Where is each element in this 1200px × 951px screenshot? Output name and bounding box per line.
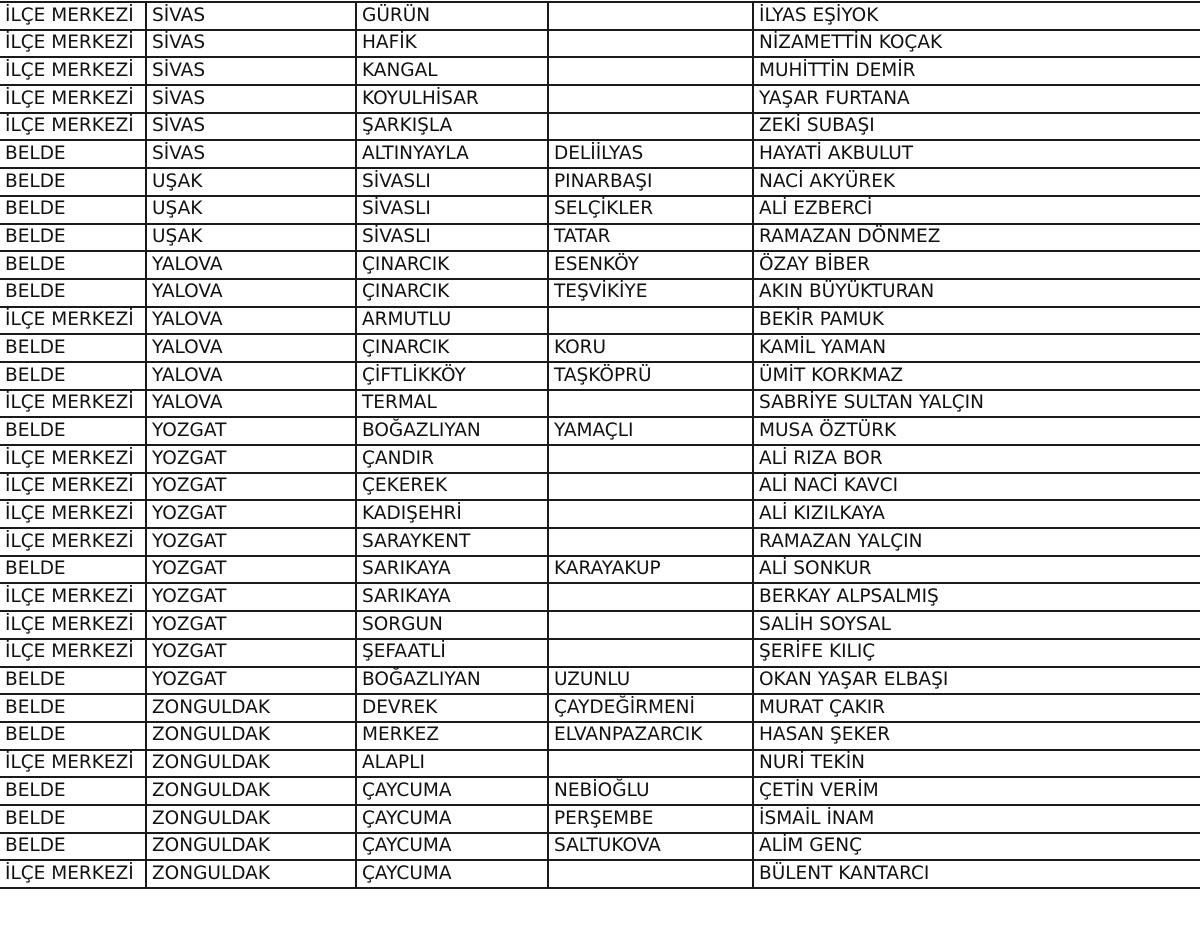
district-cell[interactable]: SİVASLI	[356, 168, 548, 196]
table-body	[0, 2, 1200, 888]
province-cell[interactable]: SİVAS	[146, 140, 356, 168]
type-cell[interactable]: İLÇE MERKEZİ	[0, 390, 146, 418]
name-cell[interactable]: KAMİL YAMAN	[753, 334, 1200, 362]
table-row	[0, 805, 1200, 833]
name-cell[interactable]: BERKAY ALPSALMIŞ	[753, 583, 1200, 611]
table-row	[0, 528, 1200, 556]
type-cell[interactable]: BELDE	[0, 417, 146, 445]
type-cell[interactable]: İLÇE MERKEZİ	[0, 611, 146, 639]
town-cell[interactable]	[548, 473, 753, 501]
province-cell[interactable]: SİVAS	[146, 57, 356, 85]
table-row	[0, 2, 1200, 30]
name-cell[interactable]: ALİ RIZA BOR	[753, 445, 1200, 473]
province-cell[interactable]: YOZGAT	[146, 445, 356, 473]
town-cell[interactable]: PINARBAŞI	[548, 168, 753, 196]
table-row	[0, 500, 1200, 528]
province-cell[interactable]: ZONGULDAK	[146, 694, 356, 722]
name-cell[interactable]: ALİM GENÇ	[753, 833, 1200, 861]
name-cell[interactable]: ALİ SONKUR	[753, 556, 1200, 584]
name-cell[interactable]: MUSA ÖZTÜRK	[753, 417, 1200, 445]
name-cell[interactable]: İSMAİL İNAM	[753, 805, 1200, 833]
province-cell[interactable]: ZONGULDAK	[146, 833, 356, 861]
district-cell[interactable]: KADIŞEHRİ	[356, 500, 548, 528]
table-row	[0, 224, 1200, 252]
type-cell[interactable]: BELDE	[0, 556, 146, 584]
district-cell[interactable]: ÇINARCIK	[356, 334, 548, 362]
type-cell[interactable]: BELDE	[0, 140, 146, 168]
district-cell[interactable]: ALAPLI	[356, 750, 548, 778]
province-cell[interactable]: UŞAK	[146, 196, 356, 224]
town-cell[interactable]	[548, 500, 753, 528]
province-cell[interactable]: YALOVA	[146, 362, 356, 390]
district-cell[interactable]: DEVREK	[356, 694, 548, 722]
town-cell[interactable]: UZUNLU	[548, 667, 753, 695]
district-cell[interactable]: HAFİK	[356, 30, 548, 58]
name-cell[interactable]: BÜLENT KANTARCI	[753, 860, 1200, 888]
type-cell[interactable]: BELDE	[0, 694, 146, 722]
province-cell[interactable]: SİVAS	[146, 113, 356, 141]
type-cell[interactable]: BELDE	[0, 334, 146, 362]
district-cell[interactable]: ÇINARCIK	[356, 251, 548, 279]
town-cell[interactable]	[548, 611, 753, 639]
type-cell[interactable]: BELDE	[0, 224, 146, 252]
table-row	[0, 390, 1200, 418]
type-cell[interactable]: İLÇE MERKEZİ	[0, 528, 146, 556]
district-cell[interactable]: ÇINARCIK	[356, 279, 548, 307]
name-cell[interactable]: ÖZAY BİBER	[753, 251, 1200, 279]
table-row	[0, 279, 1200, 307]
type-cell[interactable]: İLÇE MERKEZİ	[0, 473, 146, 501]
name-cell[interactable]: RAMAZAN DÖNMEZ	[753, 224, 1200, 252]
name-cell[interactable]: ÇETİN VERİM	[753, 777, 1200, 805]
name-cell[interactable]: RAMAZAN YALÇIN	[753, 528, 1200, 556]
type-cell[interactable]: BELDE	[0, 777, 146, 805]
province-cell[interactable]: ZONGULDAK	[146, 777, 356, 805]
province-cell[interactable]: YOZGAT	[146, 667, 356, 695]
district-cell[interactable]: SİVASLI	[356, 224, 548, 252]
type-cell[interactable]: BELDE	[0, 805, 146, 833]
type-cell[interactable]: İLÇE MERKEZİ	[0, 307, 146, 335]
town-cell[interactable]: ÇAYDEĞİRMENİ	[548, 694, 753, 722]
province-cell[interactable]: SİVAS	[146, 2, 356, 30]
table-row	[0, 473, 1200, 501]
name-cell[interactable]: ALİ EZBERCİ	[753, 196, 1200, 224]
table-row	[0, 140, 1200, 168]
district-cell[interactable]: ÇAYCUMA	[356, 805, 548, 833]
province-cell[interactable]: YALOVA	[146, 334, 356, 362]
town-cell[interactable]	[548, 30, 753, 58]
province-cell[interactable]: YALOVA	[146, 307, 356, 335]
name-cell[interactable]: SALİH SOYSAL	[753, 611, 1200, 639]
type-cell[interactable]: BELDE	[0, 168, 146, 196]
name-cell[interactable]: MUHİTTİN DEMİR	[753, 57, 1200, 85]
province-cell[interactable]: YOZGAT	[146, 639, 356, 667]
town-cell[interactable]: KORU	[548, 334, 753, 362]
type-cell[interactable]: İLÇE MERKEZİ	[0, 2, 146, 30]
district-cell[interactable]: SARAYKENT	[356, 528, 548, 556]
table-row	[0, 722, 1200, 750]
town-cell[interactable]: PERŞEMBE	[548, 805, 753, 833]
province-cell[interactable]: SİVAS	[146, 30, 356, 58]
province-cell[interactable]: ZONGULDAK	[146, 860, 356, 888]
district-cell[interactable]: GÜRÜN	[356, 2, 548, 30]
type-cell[interactable]: BELDE	[0, 667, 146, 695]
town-cell[interactable]	[548, 583, 753, 611]
province-cell[interactable]: YOZGAT	[146, 611, 356, 639]
table-row	[0, 30, 1200, 58]
type-cell[interactable]: İLÇE MERKEZİ	[0, 57, 146, 85]
district-cell[interactable]: ÇAYCUMA	[356, 833, 548, 861]
town-cell[interactable]: TEŞVİKİYE	[548, 279, 753, 307]
name-cell[interactable]: AKIN BÜYÜKTURAN	[753, 279, 1200, 307]
table-row	[0, 362, 1200, 390]
district-cell[interactable]: ALTINYAYLA	[356, 140, 548, 168]
type-cell[interactable]: İLÇE MERKEZİ	[0, 113, 146, 141]
province-cell[interactable]: YOZGAT	[146, 556, 356, 584]
name-cell[interactable]: NACİ AKYÜREK	[753, 168, 1200, 196]
town-cell[interactable]: KARAYAKUP	[548, 556, 753, 584]
district-cell[interactable]: ÇAYCUMA	[356, 860, 548, 888]
table-row	[0, 833, 1200, 861]
name-cell[interactable]: BEKİR PAMUK	[753, 307, 1200, 335]
town-cell[interactable]	[548, 2, 753, 30]
table-row	[0, 196, 1200, 224]
province-cell[interactable]: YOZGAT	[146, 583, 356, 611]
type-cell[interactable]: BELDE	[0, 196, 146, 224]
district-cell[interactable]: ÇANDIR	[356, 445, 548, 473]
district-cell[interactable]: ÇİFTLİKKÖY	[356, 362, 548, 390]
table-row	[0, 168, 1200, 196]
name-cell[interactable]: SABRİYE SULTAN YALÇIN	[753, 390, 1200, 418]
town-cell[interactable]	[548, 750, 753, 778]
town-cell[interactable]: ESENKÖY	[548, 251, 753, 279]
table-row	[0, 750, 1200, 778]
district-cell[interactable]: ŞARKIŞLA	[356, 113, 548, 141]
table-row	[0, 694, 1200, 722]
type-cell[interactable]: İLÇE MERKEZİ	[0, 30, 146, 58]
town-cell[interactable]	[548, 528, 753, 556]
town-cell[interactable]	[548, 445, 753, 473]
type-cell[interactable]: İLÇE MERKEZİ	[0, 583, 146, 611]
district-cell[interactable]: ÇEKEREK	[356, 473, 548, 501]
province-cell[interactable]: UŞAK	[146, 224, 356, 252]
type-cell[interactable]: İLÇE MERKEZİ	[0, 445, 146, 473]
type-cell[interactable]: BELDE	[0, 722, 146, 750]
town-cell[interactable]: DELİİLYAS	[548, 140, 753, 168]
province-cell[interactable]: UŞAK	[146, 168, 356, 196]
province-cell[interactable]: YALOVA	[146, 279, 356, 307]
table-row	[0, 417, 1200, 445]
district-cell[interactable]: SARIKAYA	[356, 556, 548, 584]
district-cell[interactable]: KANGAL	[356, 57, 548, 85]
district-cell[interactable]: ŞEFAATLİ	[356, 639, 548, 667]
table-row	[0, 860, 1200, 888]
table-row	[0, 583, 1200, 611]
results-table	[0, 1, 1200, 889]
province-cell[interactable]: YALOVA	[146, 390, 356, 418]
town-cell[interactable]: TATAR	[548, 224, 753, 252]
district-cell[interactable]: MERKEZ	[356, 722, 548, 750]
type-cell[interactable]: BELDE	[0, 833, 146, 861]
table-row	[0, 667, 1200, 695]
province-cell[interactable]: YOZGAT	[146, 528, 356, 556]
town-cell[interactable]: SELÇİKLER	[548, 196, 753, 224]
table-row	[0, 611, 1200, 639]
type-cell[interactable]: İLÇE MERKEZİ	[0, 500, 146, 528]
name-cell[interactable]: ZEKİ SUBAŞI	[753, 113, 1200, 141]
type-cell[interactable]: İLÇE MERKEZİ	[0, 639, 146, 667]
name-cell[interactable]: HASAN ŞEKER	[753, 722, 1200, 750]
table-row	[0, 445, 1200, 473]
town-cell[interactable]: NEBİOĞLU	[548, 777, 753, 805]
district-cell[interactable]: TERMAL	[356, 390, 548, 418]
type-cell[interactable]: BELDE	[0, 362, 146, 390]
town-cell[interactable]: YAMAÇLI	[548, 417, 753, 445]
type-cell[interactable]: BELDE	[0, 251, 146, 279]
town-cell[interactable]	[548, 57, 753, 85]
province-cell[interactable]: YOZGAT	[146, 473, 356, 501]
town-cell[interactable]	[548, 307, 753, 335]
type-cell[interactable]: BELDE	[0, 279, 146, 307]
province-cell[interactable]: SİVAS	[146, 85, 356, 113]
name-cell[interactable]: İLYAS EŞİYOK	[753, 2, 1200, 30]
province-cell[interactable]: ZONGULDAK	[146, 750, 356, 778]
district-cell[interactable]: ARMUTLU	[356, 307, 548, 335]
town-cell[interactable]	[548, 639, 753, 667]
province-cell[interactable]: YALOVA	[146, 251, 356, 279]
name-cell[interactable]: NURİ TEKİN	[753, 750, 1200, 778]
province-cell[interactable]: ZONGULDAK	[146, 805, 356, 833]
town-cell[interactable]	[548, 390, 753, 418]
town-cell[interactable]: SALTUKOVA	[548, 833, 753, 861]
town-cell[interactable]: ELVANPAZARCIK	[548, 722, 753, 750]
name-cell[interactable]: ALİ NACİ KAVCI	[753, 473, 1200, 501]
name-cell[interactable]: MURAT ÇAKIR	[753, 694, 1200, 722]
table-row	[0, 639, 1200, 667]
type-cell[interactable]: İLÇE MERKEZİ	[0, 860, 146, 888]
name-cell[interactable]: ÜMİT KORKMAZ	[753, 362, 1200, 390]
name-cell[interactable]: HAYATİ AKBULUT	[753, 140, 1200, 168]
province-cell[interactable]: YOZGAT	[146, 500, 356, 528]
district-cell[interactable]: SORGUN	[356, 611, 548, 639]
type-cell[interactable]: İLÇE MERKEZİ	[0, 85, 146, 113]
table-row	[0, 556, 1200, 584]
name-cell[interactable]: ŞERİFE KILIÇ	[753, 639, 1200, 667]
table-row	[0, 777, 1200, 805]
table-row	[0, 251, 1200, 279]
table-row	[0, 57, 1200, 85]
town-cell[interactable]: TAŞKÖPRÜ	[548, 362, 753, 390]
district-cell[interactable]: SİVASLI	[356, 196, 548, 224]
province-cell[interactable]: ZONGULDAK	[146, 722, 356, 750]
town-cell[interactable]	[548, 113, 753, 141]
town-cell[interactable]	[548, 860, 753, 888]
table-row	[0, 113, 1200, 141]
type-cell[interactable]: İLÇE MERKEZİ	[0, 750, 146, 778]
district-cell[interactable]: BOĞAZLIYAN	[356, 667, 548, 695]
table-row	[0, 334, 1200, 362]
name-cell[interactable]: NİZAMETTİN KOÇAK	[753, 30, 1200, 58]
table-row	[0, 85, 1200, 113]
table-row	[0, 307, 1200, 335]
province-cell[interactable]: YOZGAT	[146, 417, 356, 445]
district-cell[interactable]: KOYULHİSAR	[356, 85, 548, 113]
town-cell[interactable]	[548, 85, 753, 113]
name-cell[interactable]: OKAN YAŞAR ELBAŞI	[753, 667, 1200, 695]
name-cell[interactable]: YAŞAR FURTANA	[753, 85, 1200, 113]
district-cell[interactable]: ÇAYCUMA	[356, 777, 548, 805]
district-cell[interactable]: SARIKAYA	[356, 583, 548, 611]
district-cell[interactable]: BOĞAZLIYAN	[356, 417, 548, 445]
name-cell[interactable]: ALİ KIZILKAYA	[753, 500, 1200, 528]
